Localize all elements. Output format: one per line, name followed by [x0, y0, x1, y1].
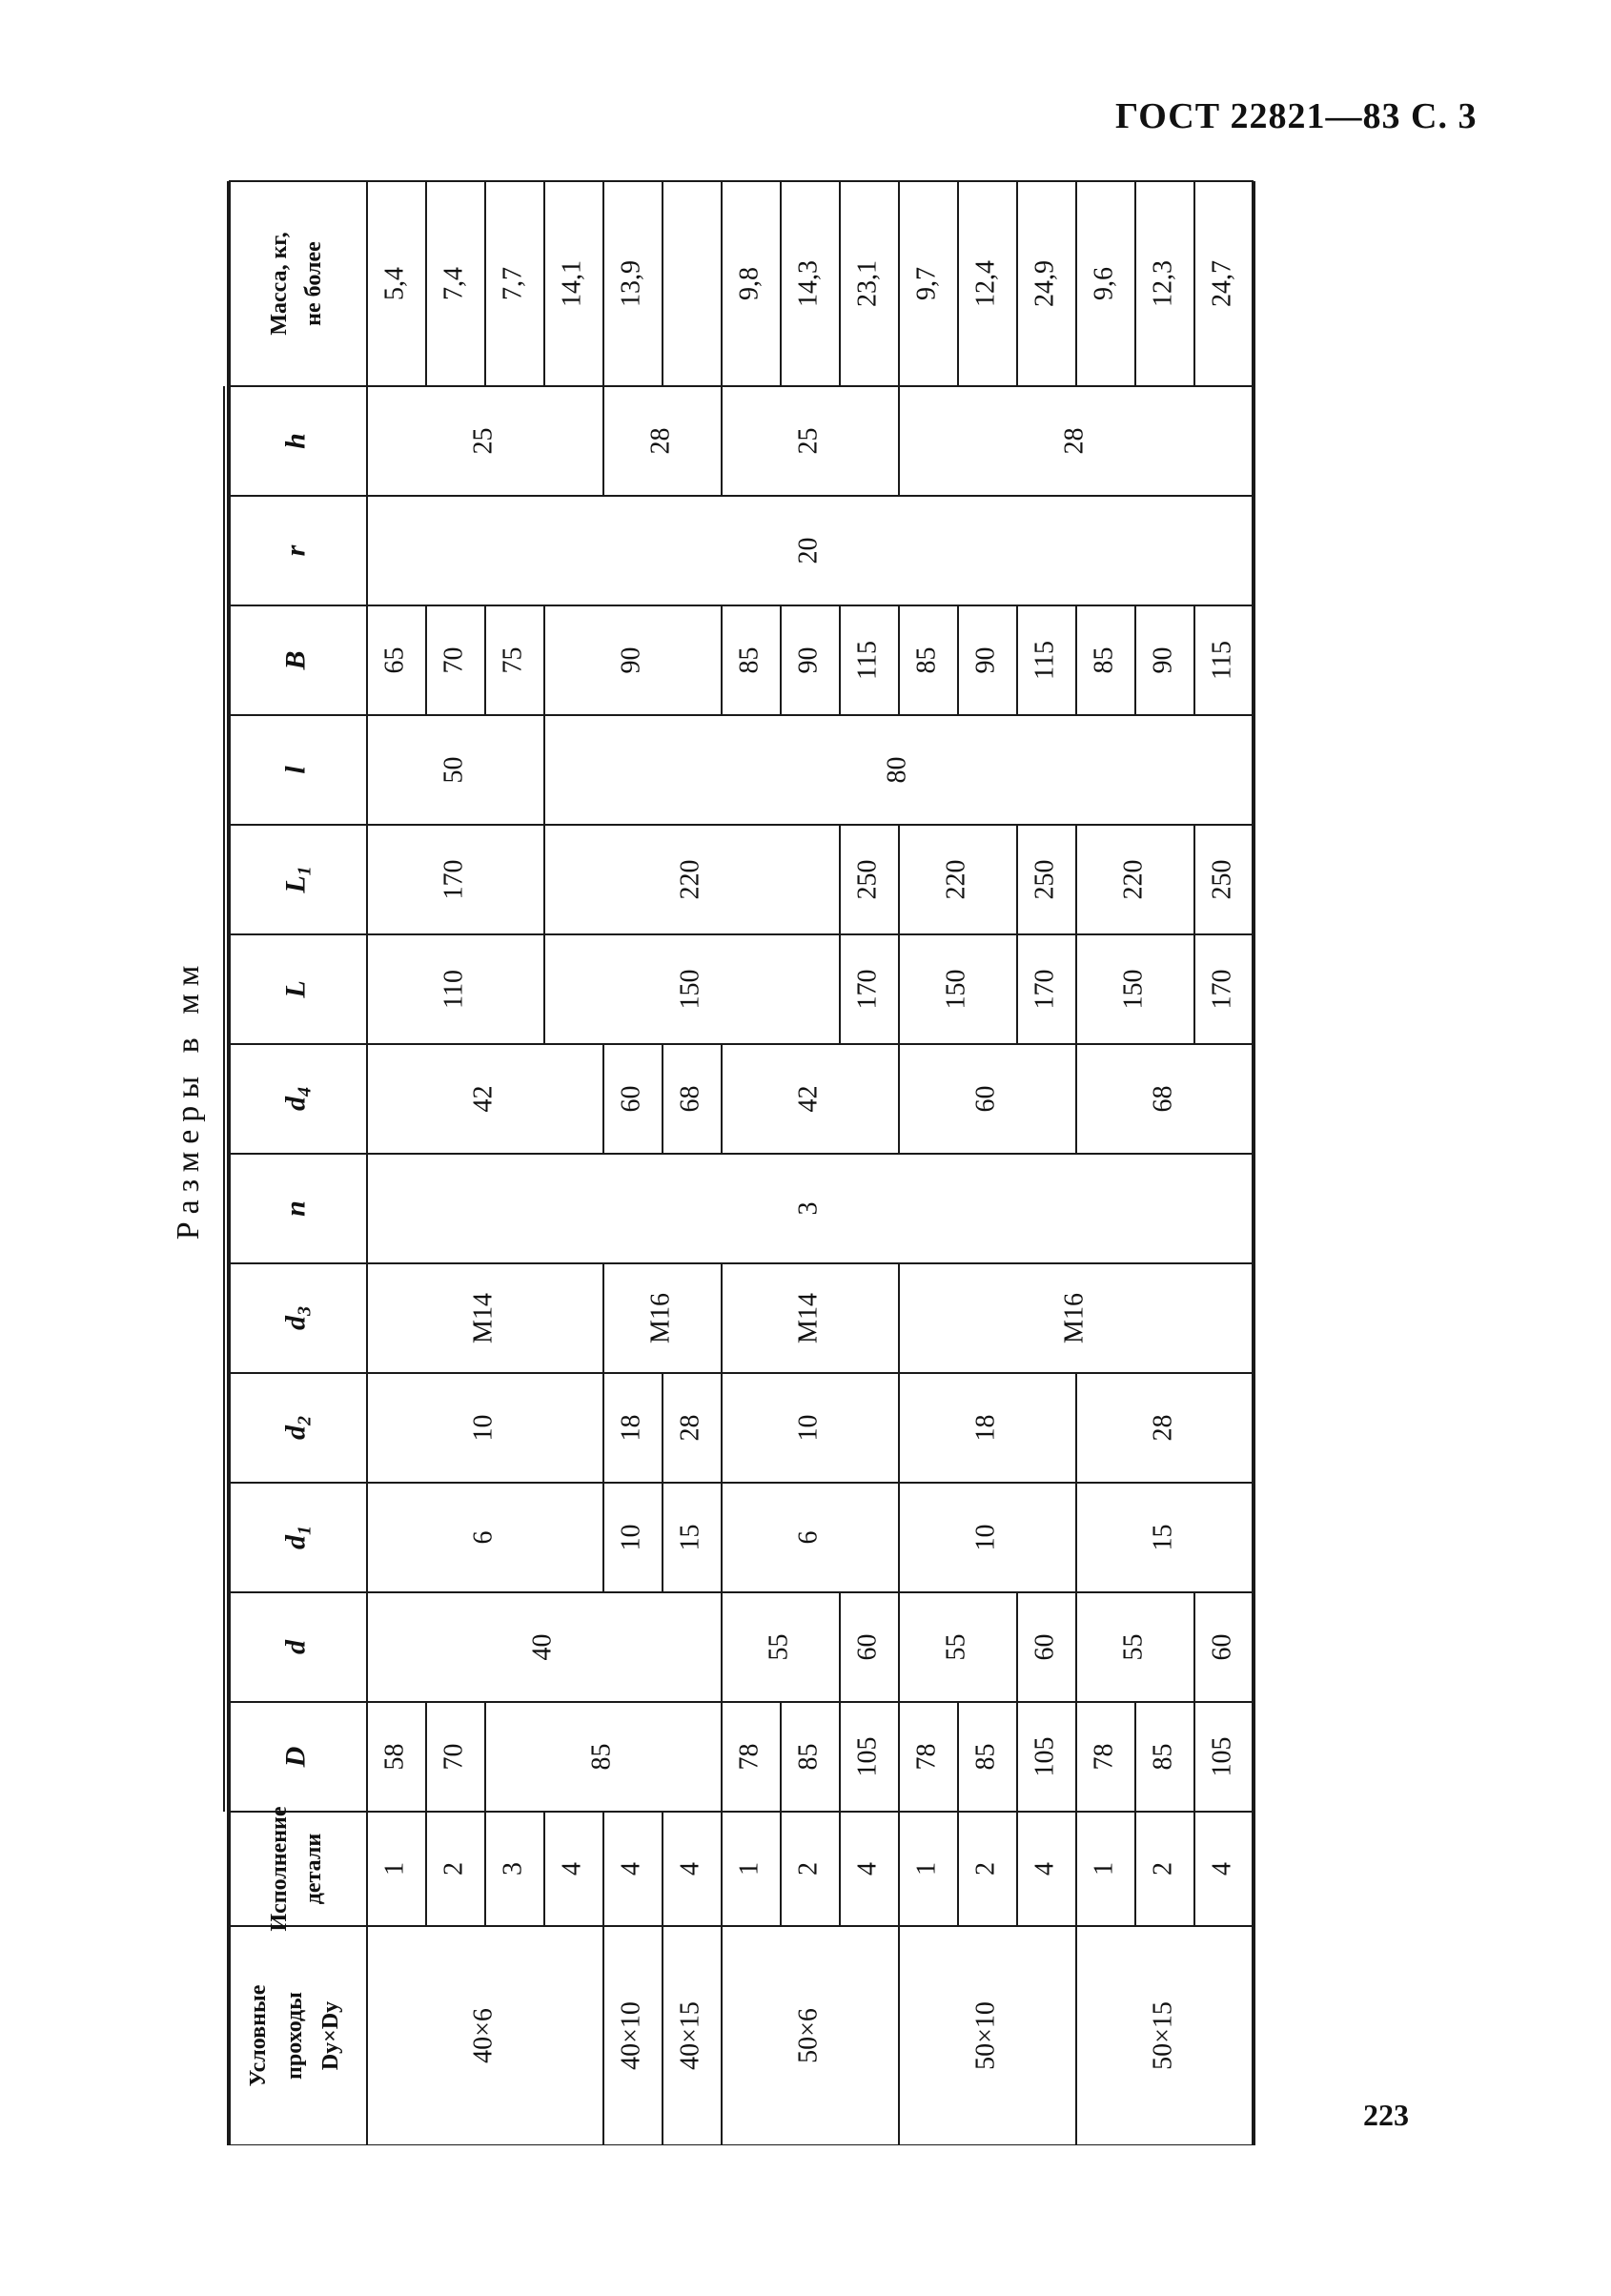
header-mass-line: Масса, кг, [267, 232, 293, 336]
value-D: 85 [586, 1743, 617, 1771]
value-d4: 42 [793, 1085, 824, 1113]
value-d2: 28 [1148, 1414, 1178, 1442]
header-n: n [279, 1200, 312, 1217]
execution-value: 4 [852, 1862, 883, 1876]
value-L: 150 [941, 969, 971, 1010]
value-h: 28 [1059, 427, 1090, 455]
execution-value: 4 [1207, 1862, 1237, 1876]
value-B: 90 [970, 646, 1001, 674]
pass-label: 40×15 [675, 2001, 705, 2070]
value-d3: M16 [645, 1293, 676, 1343]
execution-value: 2 [1148, 1862, 1178, 1876]
mass-value: 9,6 [1089, 267, 1119, 300]
table-title: Размеры в мм [170, 957, 206, 1240]
value-d3: M14 [793, 1293, 824, 1343]
value-d2: 18 [970, 1414, 1001, 1442]
value-L1: 250 [852, 859, 883, 900]
value-d: 60 [1207, 1633, 1237, 1661]
value-B: 85 [911, 646, 942, 674]
execution-value: 4 [1030, 1862, 1060, 1876]
value-d3: M14 [468, 1293, 499, 1343]
value-d2: 28 [675, 1414, 705, 1442]
execution-value: 4 [675, 1862, 705, 1876]
mass-value: 12,4 [970, 260, 1001, 307]
pass-label: 50×6 [793, 2008, 824, 2063]
value-d1: 6 [793, 1530, 824, 1545]
value-d4: 60 [616, 1085, 646, 1113]
value-B: 90 [616, 646, 646, 674]
value-d: 60 [1030, 1633, 1060, 1661]
value-r: 20 [793, 537, 824, 564]
value-B: 75 [498, 646, 528, 674]
mass-value: 7,4 [438, 267, 469, 300]
value-d1: 10 [616, 1524, 646, 1551]
value-D: 58 [379, 1743, 410, 1771]
mass-value: 13,9 [616, 260, 646, 307]
value-L1: 250 [1030, 859, 1060, 900]
value-B: 90 [793, 646, 824, 674]
header-execution-line: детали [301, 1833, 327, 1905]
header-h: h [279, 433, 312, 449]
value-B: 70 [438, 646, 469, 674]
header-execution-line: Исполнение [267, 1806, 293, 1932]
value-B: 115 [852, 641, 883, 680]
value-B: 115 [1207, 641, 1237, 680]
execution-value: 2 [970, 1862, 1001, 1876]
execution-value: 4 [557, 1862, 587, 1876]
value-d1: 15 [1148, 1524, 1178, 1551]
header-l: l [279, 766, 312, 774]
page-number: 223 [1363, 2098, 1409, 2132]
value-B: 85 [1089, 646, 1119, 674]
value-d1: 15 [675, 1524, 705, 1551]
execution-value: 1 [734, 1862, 765, 1876]
value-d1: 10 [970, 1524, 1001, 1551]
value-D: 105 [1030, 1736, 1060, 1777]
value-L1: 170 [438, 859, 469, 900]
value-d: 55 [941, 1633, 971, 1661]
pass-label: 50×10 [970, 2001, 1001, 2070]
mass-value: 9,8 [734, 267, 765, 300]
value-n: 3 [793, 1201, 824, 1216]
header-passes-line: Dу×Dу [318, 2000, 344, 2071]
value-L1: 250 [1207, 859, 1237, 900]
pass-label: 40×10 [616, 2001, 646, 2070]
header-d3: $d_3$ [279, 1306, 316, 1330]
header-L1: $L_1$ [279, 866, 316, 893]
value-h: 28 [645, 427, 676, 455]
value-D: 105 [852, 1736, 883, 1777]
header-mass-line: не более [301, 241, 327, 326]
execution-value: 2 [793, 1862, 824, 1876]
header-passes-line: Условные [246, 1984, 272, 2087]
header-d4: $d_4$ [279, 1087, 316, 1111]
value-d4: 68 [675, 1085, 705, 1113]
value-D: 78 [911, 1743, 942, 1771]
mass-value: 5,4 [379, 267, 410, 300]
mass-value: 24,7 [1207, 260, 1237, 307]
mass-value: 9,7 [911, 267, 942, 300]
mass-value: 23,1 [852, 260, 883, 307]
table-grid [143, 172, 1458, 2145]
value-L: 170 [852, 969, 883, 1010]
header-d1: $d_1$ [279, 1526, 316, 1549]
value-L1: 220 [941, 859, 971, 900]
value-B: 90 [1148, 646, 1178, 674]
execution-value: 3 [498, 1862, 528, 1876]
value-d2: 10 [468, 1414, 499, 1442]
mass-value: 14,1 [557, 260, 587, 307]
execution-value: 1 [1089, 1862, 1119, 1876]
value-B: 85 [734, 646, 765, 674]
mass-value: 7,7 [498, 267, 528, 300]
value-L1: 220 [675, 859, 705, 900]
value-B: 115 [1030, 641, 1060, 680]
value-d: 55 [1118, 1633, 1149, 1661]
value-d: 40 [527, 1633, 558, 1661]
value-l: 80 [882, 756, 912, 784]
pass-label: 50×15 [1148, 2001, 1178, 2070]
value-D: 78 [734, 1743, 765, 1771]
value-D: 70 [438, 1743, 469, 1771]
value-L: 170 [1207, 969, 1237, 1010]
header-r: r [279, 544, 312, 557]
value-d4: 68 [1148, 1085, 1178, 1113]
mass-value: 12,3 [1148, 260, 1178, 307]
execution-value: 1 [379, 1862, 410, 1876]
value-d: 60 [852, 1633, 883, 1661]
value-L: 150 [675, 969, 705, 1010]
value-d2: 10 [793, 1414, 824, 1442]
mass-value: 14,3 [793, 260, 824, 307]
value-h: 25 [468, 427, 499, 455]
execution-value: 4 [616, 1862, 646, 1876]
page-header: ГОСТ 22821—83 С. 3 [1115, 96, 1478, 136]
header-L: L [279, 980, 312, 998]
value-d: 55 [764, 1633, 794, 1661]
value-L: 110 [438, 970, 469, 1009]
value-d1: 6 [468, 1530, 499, 1545]
execution-value: 1 [911, 1862, 942, 1876]
value-h: 25 [793, 427, 824, 455]
value-d3: M16 [1059, 1293, 1090, 1343]
value-D: 105 [1207, 1736, 1237, 1777]
value-B: 65 [379, 646, 410, 674]
value-l: 50 [438, 756, 469, 784]
value-D: 78 [1089, 1743, 1119, 1771]
header-d2: $d_2$ [279, 1416, 316, 1440]
value-d4: 42 [468, 1085, 499, 1113]
value-L1: 220 [1118, 859, 1149, 900]
header-D: D [279, 1746, 312, 1768]
execution-value: 2 [438, 1862, 469, 1876]
dimension-table [143, 172, 1458, 2145]
value-D: 85 [970, 1743, 1001, 1771]
value-d2: 18 [616, 1414, 646, 1442]
header-d: d [279, 1640, 312, 1654]
value-L: 150 [1118, 969, 1149, 1010]
value-L: 170 [1030, 969, 1060, 1010]
mass-value: 24,9 [1030, 260, 1060, 307]
header-passes-line: проходы [282, 1992, 308, 2080]
header-B: B [279, 650, 312, 670]
value-d4: 60 [970, 1085, 1001, 1113]
value-D: 85 [1148, 1743, 1178, 1771]
value-D: 85 [793, 1743, 824, 1771]
pass-label: 40×6 [468, 2008, 499, 2063]
